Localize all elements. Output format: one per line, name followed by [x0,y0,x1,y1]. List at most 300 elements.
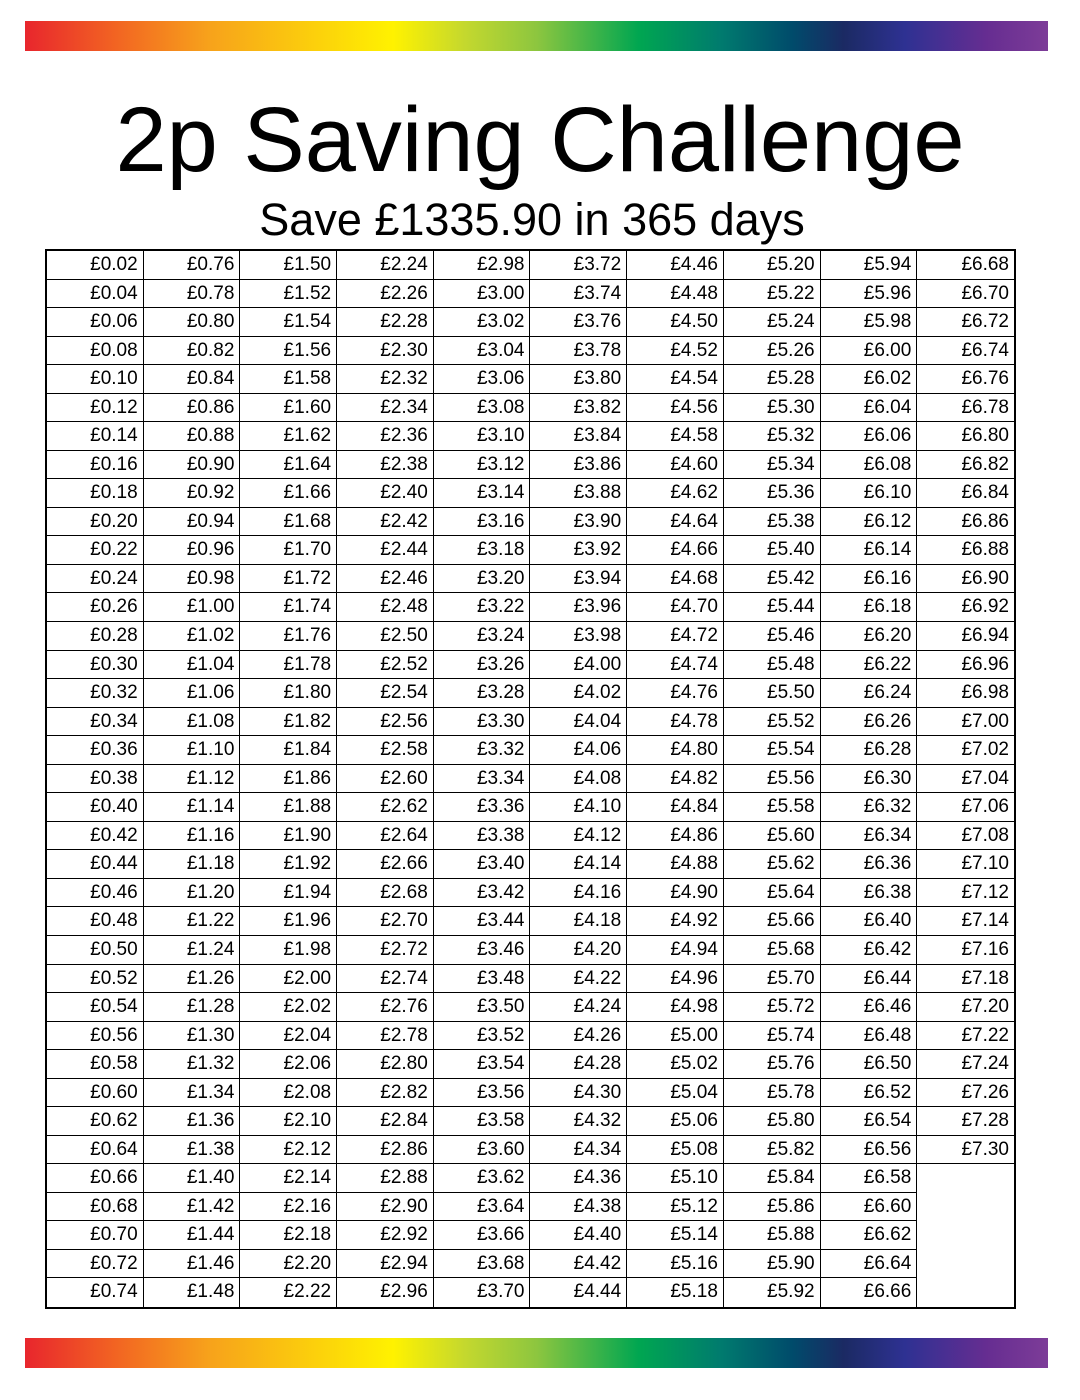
table-cell: £2.66 [337,850,434,879]
table-cell: £2.10 [240,1107,337,1136]
table-cell: £2.68 [337,879,434,908]
table-cell: £6.52 [821,1079,918,1108]
table-cell: £0.32 [47,679,144,708]
table-cell: £0.22 [47,536,144,565]
table-cell: £6.12 [821,508,918,537]
table-cell: £5.42 [724,565,821,594]
table-cell: £3.96 [530,593,627,622]
table-cell: £3.42 [434,879,531,908]
table-cell: £1.76 [240,622,337,651]
table-cell: £6.14 [821,536,918,565]
table-cell: £2.90 [337,1193,434,1222]
table-cell: £2.08 [240,1079,337,1108]
table-cell: £1.84 [240,736,337,765]
table-cell: £7.10 [917,850,1014,879]
table-cell: £4.52 [627,337,724,366]
table-cell: £1.38 [144,1136,241,1165]
table-cell: £5.78 [724,1079,821,1108]
table-cell: £1.50 [240,251,337,280]
table-cell: £1.12 [144,765,241,794]
table-cell: £6.28 [821,736,918,765]
table-cell: £1.44 [144,1221,241,1250]
table-cell: £6.80 [917,422,1014,451]
table-cell: £5.96 [821,280,918,309]
table-cell: £2.34 [337,394,434,423]
table-cell: £6.32 [821,793,918,822]
table-cell: £5.24 [724,308,821,337]
table-cell: £0.34 [47,708,144,737]
table-cell: £7.14 [917,907,1014,936]
table-cell: £6.40 [821,907,918,936]
table-cell: £1.92 [240,850,337,879]
table-cell: £1.80 [240,679,337,708]
table-cell: £3.64 [434,1193,531,1222]
table-cell: £1.06 [144,679,241,708]
table-cell-empty [917,1193,1014,1222]
table-cell: £0.44 [47,850,144,879]
table-cell: £4.10 [530,793,627,822]
table-cell: £0.86 [144,394,241,423]
table-cell: £7.30 [917,1136,1014,1165]
page-title: 2p Saving Challenge [115,89,965,191]
table-cell: £1.56 [240,337,337,366]
table-cell: £0.12 [47,394,144,423]
table-cell: £5.22 [724,280,821,309]
table-cell: £3.10 [434,422,531,451]
table-cell: £2.76 [337,993,434,1022]
table-cell: £5.26 [724,337,821,366]
table-cell: £0.50 [47,936,144,965]
table-cell: £3.22 [434,593,531,622]
table-cell: £6.36 [821,850,918,879]
table-cell: £3.98 [530,622,627,651]
table-cell: £2.30 [337,337,434,366]
table-cell: £0.02 [47,251,144,280]
table-cell: £1.40 [144,1164,241,1193]
table-cell: £4.40 [530,1221,627,1250]
table-cell: £0.52 [47,965,144,994]
table-cell: £3.12 [434,451,531,480]
table-cell: £0.38 [47,765,144,794]
table-cell: £0.06 [47,308,144,337]
table-cell: £1.34 [144,1079,241,1108]
table-cell: £5.12 [627,1193,724,1222]
table-cell: £1.78 [240,651,337,680]
table-cell: £6.82 [917,451,1014,480]
table-cell: £1.54 [240,308,337,337]
table-cell: £4.94 [627,936,724,965]
table-cell: £5.44 [724,593,821,622]
table-cell: £1.22 [144,907,241,936]
table-cell: £3.86 [530,451,627,480]
table-cell: £0.94 [144,508,241,537]
table-cell: £6.34 [821,822,918,851]
table-cell: £4.12 [530,822,627,851]
table-cell: £2.14 [240,1164,337,1193]
table-cell: £0.54 [47,993,144,1022]
table-cell: £4.06 [530,736,627,765]
table-cell: £4.16 [530,879,627,908]
table-cell: £0.70 [47,1221,144,1250]
table-cell: £3.18 [434,536,531,565]
table-cell: £3.06 [434,365,531,394]
table-cell: £4.38 [530,1193,627,1222]
table-cell: £0.82 [144,337,241,366]
table-cell: £3.00 [434,280,531,309]
table-cell: £2.74 [337,965,434,994]
table-cell: £1.32 [144,1050,241,1079]
table-cell: £3.56 [434,1079,531,1108]
table-cell: £4.42 [530,1250,627,1279]
table-cell: £0.84 [144,365,241,394]
table-cell: £3.36 [434,793,531,822]
table-cell: £5.54 [724,736,821,765]
table-cell: £6.50 [821,1050,918,1079]
table-cell: £3.68 [434,1250,531,1279]
table-cell: £0.18 [47,479,144,508]
table-cell: £4.72 [627,622,724,651]
table-cell: £5.72 [724,993,821,1022]
table-cell: £3.34 [434,765,531,794]
table-cell: £2.22 [240,1278,337,1307]
table-cell: £5.06 [627,1107,724,1136]
table-cell: £0.16 [47,451,144,480]
table-cell: £5.84 [724,1164,821,1193]
table-cell: £6.00 [821,337,918,366]
table-cell: £4.34 [530,1136,627,1165]
table-cell: £2.64 [337,822,434,851]
table-cell: £0.78 [144,280,241,309]
table-cell: £1.08 [144,708,241,737]
table-cell: £3.04 [434,337,531,366]
table-cell: £1.72 [240,565,337,594]
table-cell: £4.84 [627,793,724,822]
table-cell: £1.96 [240,907,337,936]
table-cell: £0.58 [47,1050,144,1079]
table-cell: £5.86 [724,1193,821,1222]
table-cell: £4.70 [627,593,724,622]
table-cell: £4.76 [627,679,724,708]
table-cell: £1.58 [240,365,337,394]
table-cell: £5.56 [724,765,821,794]
table-cell: £1.20 [144,879,241,908]
table-cell: £5.62 [724,850,821,879]
table-cell: £2.92 [337,1221,434,1250]
table-cell: £4.32 [530,1107,627,1136]
table-cell: £3.92 [530,536,627,565]
table-cell: £2.28 [337,308,434,337]
table-cell: £4.44 [530,1278,627,1307]
table-cell: £5.32 [724,422,821,451]
table-cell: £1.16 [144,822,241,851]
table-cell: £3.20 [434,565,531,594]
table-cell: £2.24 [337,251,434,280]
table-cell: £5.00 [627,1022,724,1051]
table-cell: £0.26 [47,593,144,622]
table-cell: £7.18 [917,965,1014,994]
table-cell: £2.88 [337,1164,434,1193]
table-cell: £1.82 [240,708,337,737]
table-cell: £6.30 [821,765,918,794]
table-cell: £2.60 [337,765,434,794]
table-cell: £3.46 [434,936,531,965]
table-cell: £1.70 [240,536,337,565]
table-cell: £0.04 [47,280,144,309]
table-cell: £6.56 [821,1136,918,1165]
table-cell: £0.10 [47,365,144,394]
table-cell: £2.32 [337,365,434,394]
table-cell: £6.84 [917,479,1014,508]
table-cell: £1.74 [240,593,337,622]
table-cell: £4.98 [627,993,724,1022]
table-cell: £6.08 [821,451,918,480]
table-cell: £2.52 [337,651,434,680]
table-cell: £5.02 [627,1050,724,1079]
table-cell: £5.98 [821,308,918,337]
table-cell: £3.80 [530,365,627,394]
table-cell: £4.18 [530,907,627,936]
table-cell: £5.52 [724,708,821,737]
table-cell: £1.60 [240,394,337,423]
table-cell: £2.80 [337,1050,434,1079]
table-cell: £0.56 [47,1022,144,1051]
table-cell: £2.70 [337,907,434,936]
table-cell: £4.02 [530,679,627,708]
table-cell: £0.68 [47,1193,144,1222]
table-cell: £4.56 [627,394,724,423]
table-cell: £5.58 [724,793,821,822]
table-cell: £2.26 [337,280,434,309]
table-cell: £2.94 [337,1250,434,1279]
table-cell: £1.24 [144,936,241,965]
table-cell: £2.04 [240,1022,337,1051]
table-cell: £4.00 [530,651,627,680]
table-cell: £2.72 [337,936,434,965]
table-cell: £2.62 [337,793,434,822]
table-cell: £6.72 [917,308,1014,337]
table-cell: £5.50 [724,679,821,708]
table-cell: £4.64 [627,508,724,537]
table-cell: £7.26 [917,1079,1014,1108]
table-cell: £5.04 [627,1079,724,1108]
table-cell: £1.42 [144,1193,241,1222]
table-cell: £5.82 [724,1136,821,1165]
table-cell: £0.30 [47,651,144,680]
table-cell: £2.36 [337,422,434,451]
table-cell: £0.60 [47,1079,144,1108]
table-cell: £2.42 [337,508,434,537]
table-cell: £6.04 [821,394,918,423]
table-cell: £3.02 [434,308,531,337]
table-cell: £1.26 [144,965,241,994]
table-cell: £5.94 [821,251,918,280]
table-cell: £3.78 [530,337,627,366]
table-cell: £2.98 [434,251,531,280]
table-cell: £2.48 [337,593,434,622]
table-cell: £5.10 [627,1164,724,1193]
table-cell: £4.60 [627,451,724,480]
table-cell: £7.22 [917,1022,1014,1051]
table-cell: £0.48 [47,907,144,936]
table-cell: £7.00 [917,708,1014,737]
table-cell: £6.38 [821,879,918,908]
table-cell: £1.30 [144,1022,241,1051]
table-cell: £0.76 [144,251,241,280]
table-cell: £0.92 [144,479,241,508]
table-cell: £5.70 [724,965,821,994]
table-cell: £2.06 [240,1050,337,1079]
table-cell: £4.24 [530,993,627,1022]
table-cell: £3.24 [434,622,531,651]
table-cell: £2.16 [240,1193,337,1222]
table-cell: £6.74 [917,337,1014,366]
table-cell: £6.94 [917,622,1014,651]
table-cell: £6.90 [917,565,1014,594]
table-cell: £2.78 [337,1022,434,1051]
table-cell: £0.24 [47,565,144,594]
table-cell: £1.02 [144,622,241,651]
table-cell: £3.60 [434,1136,531,1165]
table-cell: £3.70 [434,1278,531,1307]
table-cell: £0.98 [144,565,241,594]
table-cell: £6.70 [917,280,1014,309]
table-cell: £7.12 [917,879,1014,908]
table-cell: £3.54 [434,1050,531,1079]
table-cell: £0.28 [47,622,144,651]
table-cell: £4.50 [627,308,724,337]
table-cell: £6.86 [917,508,1014,537]
table-cell: £3.94 [530,565,627,594]
table-cell: £7.06 [917,793,1014,822]
table-cell-empty [917,1278,1014,1307]
table-cell: £2.50 [337,622,434,651]
table-cell: £0.64 [47,1136,144,1165]
table-cell: £5.08 [627,1136,724,1165]
table-cell: £2.38 [337,451,434,480]
table-cell: £6.16 [821,565,918,594]
table-cell: £3.76 [530,308,627,337]
table-cell: £2.44 [337,536,434,565]
table-cell: £3.40 [434,850,531,879]
table-cell: £4.74 [627,651,724,680]
table-cell: £4.20 [530,936,627,965]
table-cell: £6.62 [821,1221,918,1250]
table-cell: £2.54 [337,679,434,708]
table-cell: £4.66 [627,536,724,565]
table-cell: £3.26 [434,651,531,680]
table-cell: £0.62 [47,1107,144,1136]
table-cell: £1.10 [144,736,241,765]
table-cell: £3.08 [434,394,531,423]
table-cell: £6.98 [917,679,1014,708]
table-cell: £4.36 [530,1164,627,1193]
table-cell: £5.30 [724,394,821,423]
table-cell: £2.46 [337,565,434,594]
table-cell: £5.28 [724,365,821,394]
table-cell-empty [917,1164,1014,1193]
table-cell: £6.46 [821,993,918,1022]
table-cell: £0.14 [47,422,144,451]
table-cell: £2.96 [337,1278,434,1307]
table-cell: £2.84 [337,1107,434,1136]
table-cell: £5.60 [724,822,821,851]
table-cell: £5.88 [724,1221,821,1250]
table-cell: £3.58 [434,1107,531,1136]
table-cell: £4.86 [627,822,724,851]
table-cell: £5.18 [627,1278,724,1307]
table-cell: £2.12 [240,1136,337,1165]
table-cell: £1.48 [144,1278,241,1307]
table-cell: £6.44 [821,965,918,994]
table-cell: £3.14 [434,479,531,508]
table-cell: £5.68 [724,936,821,965]
table-cell: £1.04 [144,651,241,680]
table-cell: £1.18 [144,850,241,879]
table-cell: £5.16 [627,1250,724,1279]
table-cell: £1.64 [240,451,337,480]
table-cell: £5.48 [724,651,821,680]
table-cell: £3.52 [434,1022,531,1051]
table-cell-empty [917,1221,1014,1250]
table-cell: £6.88 [917,536,1014,565]
table-cell: £4.54 [627,365,724,394]
table-cell: £1.88 [240,793,337,822]
table-cell: £3.72 [530,251,627,280]
table-cell: £5.34 [724,451,821,480]
table-cell: £1.66 [240,479,337,508]
table-cell: £6.06 [821,422,918,451]
table-cell: £4.04 [530,708,627,737]
table-cell: £5.20 [724,251,821,280]
rainbow-bar-top [25,21,1048,51]
table-cell: £4.82 [627,765,724,794]
table-cell: £4.58 [627,422,724,451]
table-cell: £7.24 [917,1050,1014,1079]
table-cell: £4.48 [627,280,724,309]
table-cell: £5.38 [724,508,821,537]
table-cell: £1.36 [144,1107,241,1136]
table-cell: £6.26 [821,708,918,737]
table-cell: £1.90 [240,822,337,851]
table-cell: £4.14 [530,850,627,879]
table-cell: £0.90 [144,451,241,480]
table-cell: £0.72 [47,1250,144,1279]
table-cell: £3.28 [434,679,531,708]
table-cell: £3.50 [434,993,531,1022]
table-cell: £2.20 [240,1250,337,1279]
table-cell: £1.98 [240,936,337,965]
table-cell: £0.46 [47,879,144,908]
table-cell: £3.66 [434,1221,531,1250]
table-cell: £3.38 [434,822,531,851]
table-cell: £6.02 [821,365,918,394]
table-cell: £4.96 [627,965,724,994]
table-cell: £7.28 [917,1107,1014,1136]
table-cell: £0.42 [47,822,144,851]
table-cell: £2.86 [337,1136,434,1165]
table-cell: £4.90 [627,879,724,908]
table-cell: £6.64 [821,1250,918,1279]
table-cell: £4.80 [627,736,724,765]
table-cell: £4.46 [627,251,724,280]
table-cell: £0.88 [144,422,241,451]
table-cell: £5.36 [724,479,821,508]
table-cell: £5.74 [724,1022,821,1051]
table-cell: £7.16 [917,936,1014,965]
table-cell: £1.68 [240,508,337,537]
table-cell: £6.58 [821,1164,918,1193]
table-cell: £3.62 [434,1164,531,1193]
